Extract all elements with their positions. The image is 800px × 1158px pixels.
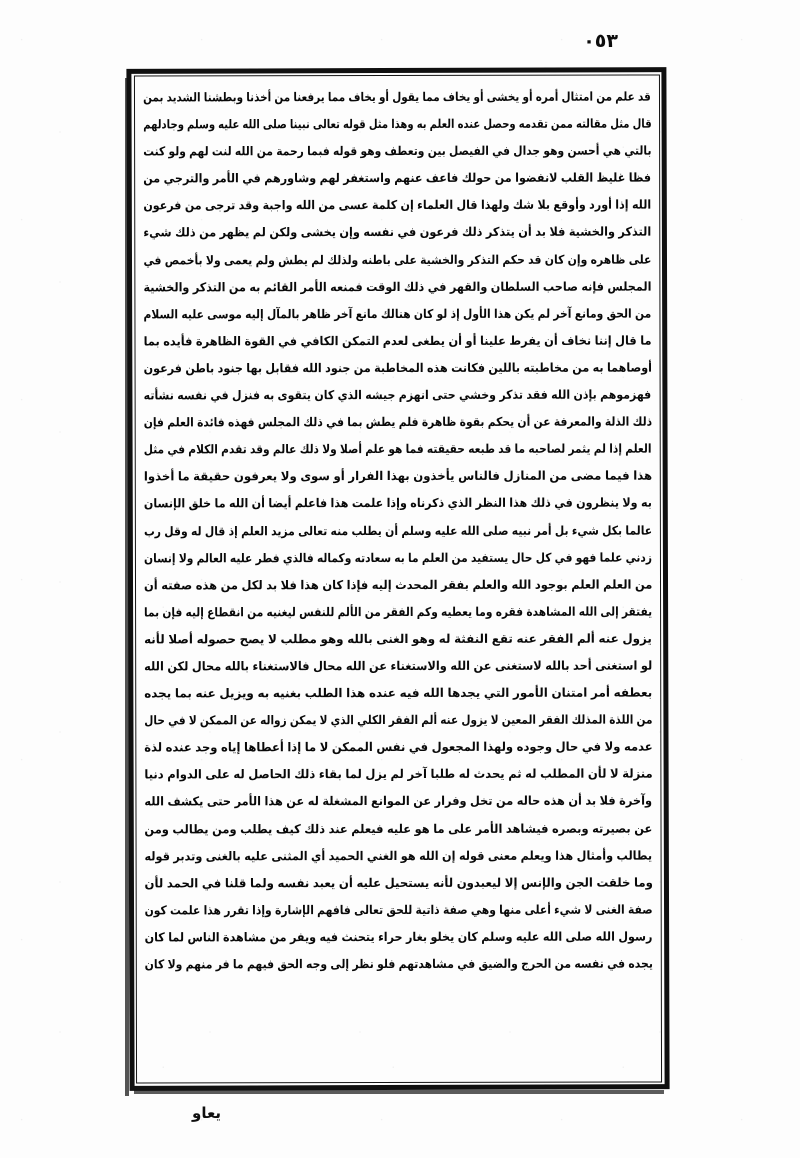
text-line-content: زدني علما فهو في كل حال يستفيد من العلم ما به سعادته وكماله فالذي فطر عليه العالم ولا إنسان — [143, 550, 652, 566]
text-line — [144, 815, 652, 843]
text-line — [143, 165, 651, 193]
text-line — [144, 327, 652, 355]
text-line — [144, 300, 652, 328]
text-line — [144, 761, 652, 789]
text-line — [145, 923, 653, 951]
text-line — [144, 598, 652, 626]
text-line-content: يفتقر إلى الله المشاهدة فقره وما يعطيه وكم الفقر من الألم للنفس ليغنيه من انقطاع إليه فإن بما — [144, 604, 653, 620]
text-line — [144, 680, 652, 708]
text-line — [143, 192, 651, 220]
text-line-content: صفة الغنى لا شيء أعلى منها وهي صفة ذاتية للحق تعالى فافهم الإشارة وإذا تقرر هذا علمت كون — [144, 902, 653, 918]
text-line-content: منزلة لا لأن المطلب له ثم يحدث له طلبا آخر لم يزل لما بقاء ذلك الحاصل له على الدوام دنيا — [144, 766, 653, 782]
text-line-content: من العلم العلم بوجود الله والعلم بفقر المحدث إليه فإذا كان هذا فلا بد لكل من هذه صفته أن — [143, 577, 653, 593]
text-line-content: من اللذة المذلك الفقر المعين لا يزول عنه ألم الفقر الكلي الذي لا يمكن زواله عن الممكن لا في حال — [144, 712, 653, 728]
text-line-content: قال مثل مقالته ممن تقدمه وحصل عنده العلم به وهذا مثل قوله تعالى نبينا صلى الله عليه وسلم وجادلهم — [143, 116, 652, 132]
text-line — [144, 436, 652, 464]
text-line-content: من الحق ومانع آخر لم يكن هذا الأول إذ لو كان هنالك مانع آخر ظاهر بالمآل إليه موسى عليه السلام — [143, 306, 652, 322]
text-line-content: التذكر والخشية فلا بد أن يتذكر ذلك فرعون في نفسه وإن يخشى ولكن لم يظهر من ذلك شيء — [143, 225, 652, 240]
text-line-content: يجده في نفسه من الحرج والضيق في مشاهدتهم فلو نظر إلى وجه الحق فيهم ما فر منهم ولا كان — [144, 956, 653, 972]
text-line-content: وآخرة فلا بد أن هذه حاله من تخل وفرار عن الموانع المشغلة له عن هذا الأمر حتى يكشف الله — [144, 793, 653, 809]
text-line — [144, 382, 652, 410]
text-line — [143, 84, 651, 112]
text-line — [144, 354, 652, 382]
text-line-content: بعطفه أمر امتنان الأمور التي يجدها الله فيه عنده هذا الطلب بغنيه به ويزيل عنه بما يجده — [144, 685, 653, 701]
text-line — [144, 490, 652, 518]
text-line — [144, 571, 652, 599]
text-line — [144, 653, 652, 681]
text-line-content: به ولا ينظرون في ذلك هذا النظر الذي ذكرناه وإذا علمت هذا فاعلم أيضا أن الله ما خلق الإنسان — [143, 495, 652, 511]
text-line — [143, 111, 651, 139]
text-line — [143, 219, 651, 247]
text-line-content: رسول الله صلى الله عليه وسلم كان يخلو بغار حراء يتحنث فيه ويفر من مشاهدة الناس لما كان — [144, 929, 653, 945]
text-line — [144, 842, 652, 870]
text-line-content: لو استغنى أحد بالله لاستغنى عن الله والاستغناء عن الله محال فالاستغناء بالله محال لكن الله — [144, 658, 653, 674]
text-line — [144, 734, 652, 762]
text-line — [143, 246, 651, 274]
text-line — [143, 273, 651, 301]
text-line — [144, 517, 652, 545]
text-line-content: بالتي هي أحسن وهو جدال في الفيصل بين وتعطف وهو قوله فبما رحمة من الله لنت لهم ولو كنت — [143, 143, 652, 159]
text-line-content: العلم إذا لم يثمر لصاحبه ما قد طبعه حقيقته فما هو علم أصلا ولا ذلك عالم وقد تقدم الكلام في مثل — [143, 441, 652, 457]
text-line — [143, 138, 651, 166]
text-line — [144, 544, 652, 572]
text-line — [144, 707, 652, 735]
page-number: ٣٥٠ — [583, 30, 618, 52]
text-line-content: يزول عنه ألم الفقر عنه تقع النفثة له وهو الغنى بالله وهو مطلب لا يصح حصوله أصلا لأنه — [144, 631, 653, 647]
body-text-block — [143, 84, 653, 1077]
text-line-content: عدمه ولا في حال وجوده ولهذا المجعول في نفس الممكن لا ما إذا أعطاها إياه وجد عنده لذة — [144, 739, 653, 755]
text-line-content: عن بصيرته وبصره فيشاهد الأمر على ما هو عليه فيعلم عند ذلك كيف يطلب ومن يطالب ومن — [144, 821, 653, 836]
text-line-content: ما قال إننا نخاف أن يفرط علينا أو أن يطغى لعدم التمكن الكافي في القوة الظاهرة فأيده بما — [143, 333, 652, 349]
text-line-content: على ظاهره وإن كان قد حكم التذكر والخشية على باطنه ولذلك لم يطش ولم يعمى ولا بأخمص في — [143, 252, 652, 268]
text-frame — [128, 68, 668, 1090]
text-line-content: فهزموهم بإذن الله فقد تذكر وخشي حتى انهزم جيشه الذي كان يتقوى به فنزل في نفسه نشأته — [144, 387, 652, 403]
text-line-content: أوصاهما به من مخاطبته باللين فكانت هذه المخاطبة من جنود الله فقابل بها جنود باطن فرعون — [143, 360, 652, 376]
text-line-content: يطالب وأمثال هذا ويعلم معنى قوله إن الله هو الغني الحميد أي المثنى عليه بالغنى وتدبر قوله — [144, 848, 653, 864]
text-line-content: فظا غليظ القلب لانفضوا من حولك فاعف عنهم واستغفر لهم وشاورهم في الأمر والترجي من — [143, 170, 652, 186]
text-line — [144, 463, 652, 491]
text-line-content: هذا فيما مضى من المنازل فالناس يأخذون بهذا الفرار أو سوى ولا يعرفون حقيقة ما أخذوا — [143, 468, 652, 484]
text-line-content: المجلس فإنه صاحب السلطان والقهر في ذلك الوقت فمنعه الأمر القائم به من التذكر والخشية — [143, 279, 652, 295]
text-line — [145, 869, 653, 897]
text-line-content: الله إذا أورد وأوقع بلا شك ولهذا قال العلماء إن كلمة عسى من الله واجبة وقد ترجى من فرعون — [143, 197, 652, 213]
text-line — [144, 788, 652, 816]
text-line — [145, 896, 653, 924]
text-line — [144, 625, 652, 653]
frame-shadow-bottom — [134, 1090, 664, 1094]
text-line — [145, 951, 653, 979]
text-line-content: وما خلقت الجن والإنس إلا ليعبدون لأنه يستحيل عليه أن يعبد نفسه ولما قلنا في الحمد لأن — [144, 875, 653, 891]
text-line-content: قد علم من امتثال أمره أو يخشى أو يخاف مما يقول أو يخاف مما يرفعنا من أخذنا وبطشنا الشديد بمن — [143, 89, 652, 105]
catchword: يعاو — [192, 1104, 222, 1122]
text-line-content: عالما بكل شيء بل أمر نبيه صلى الله عليه وسلم أن يطلب منه تعالى مزيد العلم إذ قال له وقل رب — [143, 523, 652, 538]
text-line — [144, 409, 652, 437]
text-line-content: ذلك الذلة والمعرفة عن أن يحكم بقوة ظاهرة فلم يطش بما في ذلك المجلس فهذه فائدة العلم فإن — [143, 414, 652, 430]
